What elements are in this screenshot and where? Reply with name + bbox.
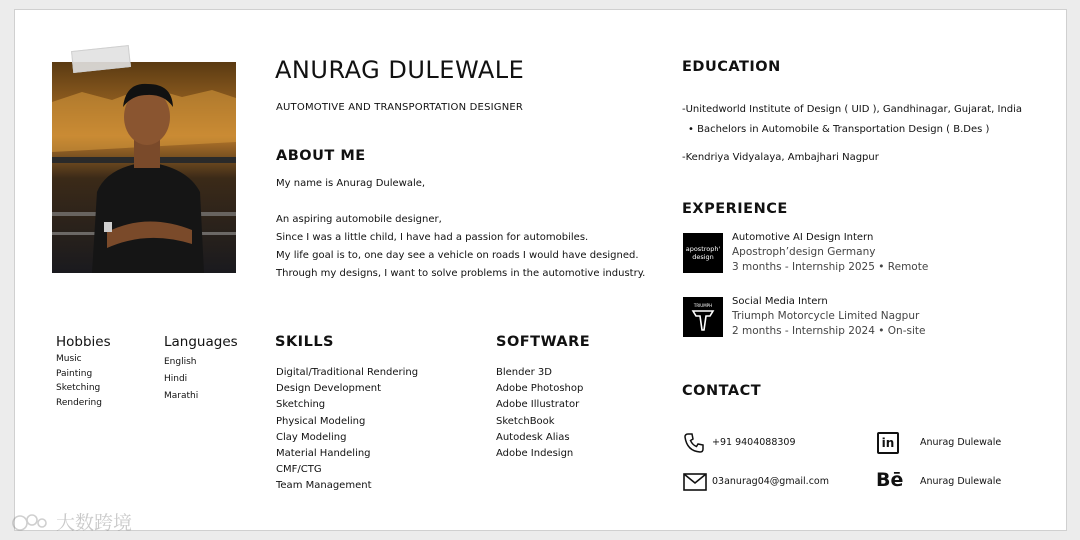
experience-title: Automotive AI Design Intern bbox=[732, 232, 874, 243]
list-item: English bbox=[164, 357, 197, 367]
profile-photo bbox=[52, 62, 236, 273]
languages-heading: Languages bbox=[164, 334, 238, 350]
hobbies-list bbox=[56, 352, 102, 410]
list-item: Blender 3D bbox=[496, 367, 552, 378]
skills-heading: SKILLS bbox=[275, 334, 334, 350]
mail-icon bbox=[683, 473, 707, 495]
education-entry: • Bachelors in Automobile & Transportation Design ( B.Des ) bbox=[688, 124, 990, 135]
triumph-logo bbox=[683, 297, 723, 337]
list-item: Hindi bbox=[164, 374, 188, 384]
about-heading: ABOUT ME bbox=[276, 148, 366, 164]
hobbies-heading: Hobbies bbox=[56, 334, 111, 350]
experience-details: 3 months - Internship 2025 • Remote bbox=[732, 261, 929, 273]
about-line: My life goal is to, one day see a vehicle on roads I would have designed. bbox=[276, 250, 639, 261]
list-item: SketchBook bbox=[496, 415, 555, 427]
linkedin-logo-text: in bbox=[881, 436, 895, 450]
contact-heading: CONTACT bbox=[682, 383, 762, 399]
education-entry: -Unitedworld Institute of Design ( UID ), Gandhinagar, Gujarat, India bbox=[682, 104, 1023, 115]
logo-text: apostroph' design bbox=[685, 245, 721, 261]
linkedin-icon bbox=[877, 432, 899, 454]
list-item: Clay Modeling bbox=[276, 431, 347, 443]
experience-company: Apostroph’design Germany bbox=[732, 246, 876, 258]
list-item: Material Handeling bbox=[276, 448, 371, 460]
phone-icon bbox=[683, 432, 705, 458]
list-item: Adobe Indesign bbox=[496, 448, 574, 460]
phone-number[interactable]: +91 9404088309 bbox=[712, 437, 796, 448]
experience-details: 2 months - Internship 2024 • On-site bbox=[732, 325, 926, 337]
software-list bbox=[496, 365, 583, 462]
list-item: Music bbox=[56, 354, 82, 364]
watermark-logo bbox=[10, 512, 50, 532]
list-item: CMF/CTG bbox=[276, 464, 322, 476]
behance-icon bbox=[876, 469, 903, 491]
list-item: Digital/Traditional Rendering bbox=[276, 367, 419, 378]
education-heading: EDUCATION bbox=[682, 59, 781, 75]
education-entry: -Kendriya Vidyalaya, Ambajhari Nagpur bbox=[682, 152, 879, 163]
list-item: Design Development bbox=[276, 383, 382, 395]
about-line: My name is Anurag Dulewale, bbox=[276, 178, 426, 189]
apostroph-design-logo bbox=[683, 233, 723, 273]
about-text bbox=[276, 175, 645, 283]
list-item: Adobe Photoshop bbox=[496, 383, 584, 395]
role-subtitle: AUTOMOTIVE AND TRANSPORTATION DESIGNER bbox=[276, 102, 524, 113]
list-item: Autodesk Alias bbox=[496, 431, 570, 443]
about-line: Since I was a little child, I have had a passion for automobiles. bbox=[276, 232, 589, 243]
languages-list bbox=[164, 354, 198, 405]
list-item: Sketching bbox=[276, 399, 326, 411]
about-line: Through my designs, I want to solve problems in the automotive industry. bbox=[276, 268, 646, 279]
list-item: Rendering bbox=[56, 397, 102, 408]
list-item: Painting bbox=[56, 368, 93, 379]
name-heading: ANURAG DULEWALE bbox=[275, 56, 525, 84]
list-item: Team Management bbox=[276, 480, 372, 492]
behance-name[interactable]: Anurag Dulewale bbox=[920, 476, 1002, 487]
list-item: Sketching bbox=[56, 383, 101, 393]
skills-list bbox=[276, 365, 418, 495]
about-line bbox=[276, 193, 645, 211]
list-item: Physical Modeling bbox=[276, 415, 366, 427]
experience-heading: EXPERIENCE bbox=[682, 201, 788, 217]
list-item: Marathi bbox=[164, 391, 199, 401]
email-address[interactable]: 03anurag04@gmail.com bbox=[712, 476, 829, 487]
experience-company: Triumph Motorcycle Limited Nagpur bbox=[732, 310, 920, 322]
triumph-logo-text: TRIUMPH bbox=[693, 303, 713, 308]
behance-logo-text: Bē bbox=[876, 469, 904, 491]
watermark bbox=[10, 508, 132, 535]
linkedin-name[interactable]: Anurag Dulewale bbox=[920, 437, 1002, 448]
software-heading: SOFTWARE bbox=[496, 334, 591, 350]
experience-title: Social Media Intern bbox=[732, 296, 828, 307]
about-line: An aspiring automobile designer, bbox=[276, 214, 442, 225]
list-item: Adobe Illustrator bbox=[496, 399, 580, 411]
watermark-text: 大数跨境 bbox=[56, 512, 133, 534]
